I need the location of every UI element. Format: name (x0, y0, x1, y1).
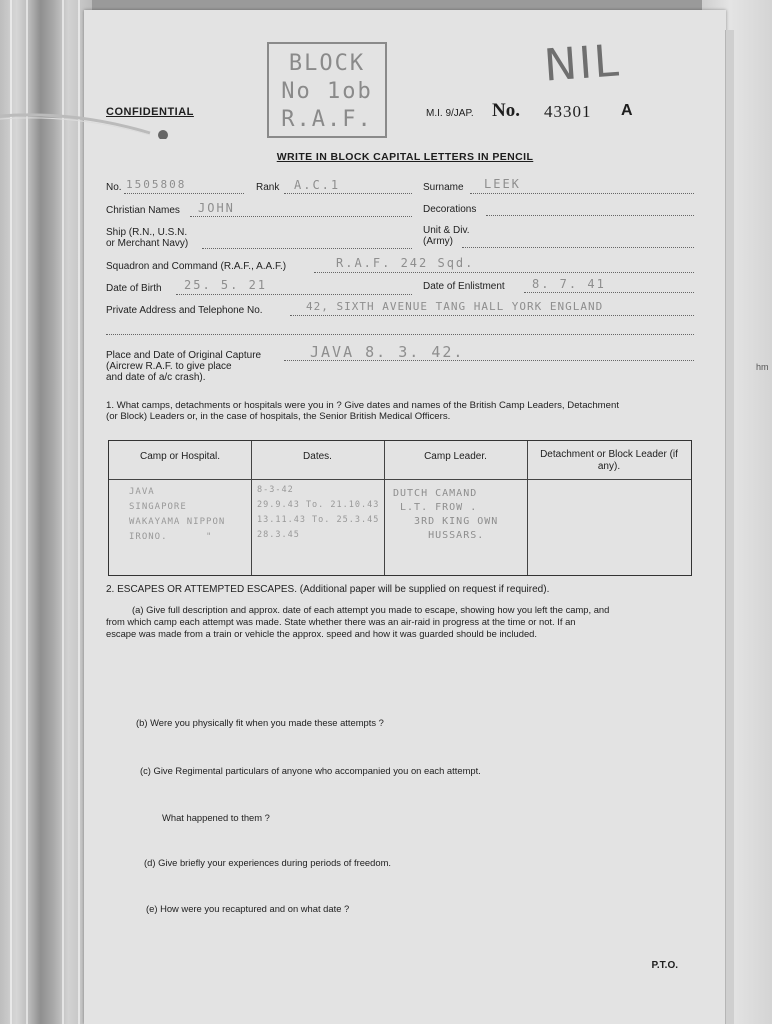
question-2e: (e) How were you recaptured and on what date ? (146, 903, 350, 914)
surname-label: Surname (423, 182, 464, 193)
unit-label-2: (Army) (423, 236, 453, 247)
capture-label-2: (Aircrew R.A.F. to give place (106, 361, 232, 372)
question-2b: (b) Were you physically fit when you made these attempts ? (136, 717, 384, 728)
camps-table (108, 440, 692, 576)
ship-label-2: or Merchant Navy) (106, 238, 189, 249)
service-number-label: No. (106, 182, 122, 193)
header-detachment-leader: Detachment or Block Leader (if any). (540, 449, 678, 472)
number-symbol: No. (492, 100, 520, 121)
confidential-heading: CONFIDENTIAL (106, 106, 194, 118)
rank-label: Rank (256, 182, 280, 193)
instruction-heading: WRITE IN BLOCK CAPITAL LETTERS IN PENCIL (276, 151, 534, 163)
date-of-birth-value: 25. 5. 21 (184, 278, 268, 292)
header-camp-leader: Camp Leader. (424, 451, 487, 462)
address-value: 42, SIXTH AVENUE TANG HALL YORK ENGLAND (306, 300, 604, 313)
form-number-suffix: A (621, 102, 633, 119)
question-1-line-2: (or Block) Leaders or, in the case of hospitals, the Senior British Medical Officers. (106, 411, 451, 422)
question-2a-line-2: from which camp each attempt was made. State whether there was an air-raid in progress at the time or not. If an (106, 616, 576, 627)
capture-label-3: and date of a/c crash). (106, 372, 206, 383)
underlying-sheet-text: hm (756, 362, 769, 372)
ship-label: Ship (R.N., U.S.N. (106, 227, 188, 238)
squadron-value: R.A.F. 242 Sqd. (336, 256, 475, 270)
capture-label: Place and Date of Original Capture (106, 350, 262, 361)
question-2a-line-1: (a) Give full description and approx. date of each attempt you made to escape, showing how you left the camp, and (132, 604, 610, 615)
capture-value: JAVA 8. 3. 42. (310, 343, 465, 361)
squadron-label: Squadron and Command (R.A.F., A.A.F.) (106, 261, 287, 272)
question-2-title: 2. ESCAPES OR ATTEMPTED ESCAPES. (Additional paper will be supplied on request if required). (106, 584, 550, 595)
file-binder-edge (0, 0, 92, 1024)
date-of-birth-label: Date of Birth (106, 283, 162, 294)
camps-handwritten: JAVA SINGAPORE WAKAYAMA NIPPON IRONO. " (129, 487, 226, 542)
decorations-label: Decorations (423, 204, 477, 215)
address-label: Private Address and Telephone No. (106, 305, 263, 316)
block-stamp: BLOCK No 1ob R.A.F. (267, 42, 387, 138)
camp-leader-handwritten: DUTCH CAMAND L.T. FROW . 3RD KING OWN HUSSARS. (393, 488, 499, 541)
christian-names-value: JOHN (198, 201, 235, 215)
date-of-enlistment-value: 8. 7. 41 (532, 277, 606, 291)
header-dates: Dates. (303, 451, 332, 462)
surname-value: LEEK (484, 177, 521, 191)
question-2c-followup: What happened to them ? (162, 812, 270, 823)
rank-value: A.C.1 (294, 178, 341, 192)
question-1-line-1: 1. What camps, detachments or hospitals were you in ? Give dates and names of the British Camp Leaders, Detachment (106, 400, 619, 411)
header-camp-or-hospital: Camp or Hospital. (139, 451, 221, 462)
service-number-value: 1505808 (126, 178, 187, 191)
binding-string (0, 111, 172, 139)
question-2c: (c) Give Regimental particulars of anyone who accompanied you on each attempt. (140, 765, 481, 776)
form-number: 43301 (544, 102, 592, 121)
document-page (84, 10, 726, 1024)
nil-handwritten-mark: NIL (542, 35, 623, 92)
unit-label: Unit & Div. (423, 225, 470, 236)
please-turn-over: P.T.O. (651, 960, 678, 971)
dates-handwritten: 8-3-42 29.9.43 To. 21.10.43 13.11.43 To. 25.3.45 28.3.45 (257, 485, 380, 540)
question-2a-line-3: escape was made from a train or vehicle the approx. speed and how it was guarded should be included. (106, 628, 537, 639)
date-of-enlistment-label: Date of Enlistment (423, 281, 505, 292)
question-2d: (d) Give briefly your experiences during periods of freedom. (144, 857, 391, 868)
christian-names-label: Christian Names (106, 205, 180, 216)
reference-code: M.I. 9/JAP. (426, 108, 474, 119)
